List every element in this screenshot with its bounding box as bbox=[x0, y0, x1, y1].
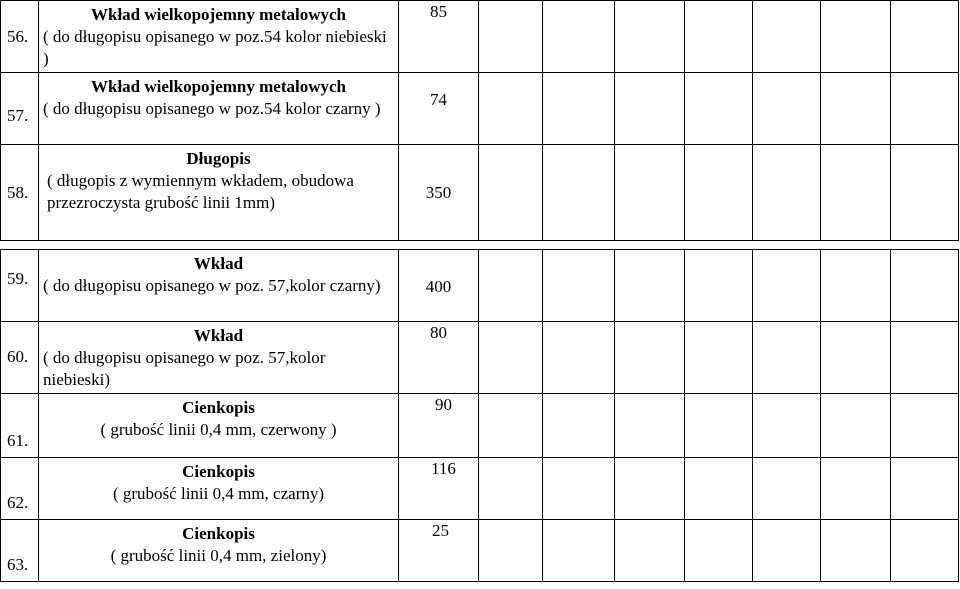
table-row bbox=[1, 145, 959, 241]
table-row bbox=[1, 394, 959, 458]
blank-cell bbox=[821, 394, 891, 458]
blank-cell bbox=[543, 73, 615, 145]
item-details: ( do długopisu opisanego w poz. 57,kolor czarny) bbox=[43, 276, 381, 295]
row-number: 62. bbox=[1, 458, 39, 520]
item-quantity: 350 bbox=[399, 145, 479, 241]
blank-cell bbox=[685, 394, 753, 458]
blank-cell bbox=[685, 520, 753, 582]
blank-cell bbox=[753, 520, 821, 582]
blank-cell bbox=[753, 394, 821, 458]
item-details: ( długopis z wymiennym wkładem, obudowa przezroczysta grubość linii 1mm) bbox=[47, 171, 354, 212]
table-row bbox=[1, 1, 959, 73]
blank-cell bbox=[891, 520, 959, 582]
item-quantity: 85 bbox=[399, 1, 479, 73]
blank-cell bbox=[891, 145, 959, 241]
blank-cell bbox=[615, 1, 685, 73]
blank-cell bbox=[543, 1, 615, 73]
blank-cell bbox=[685, 73, 753, 145]
blank-cell bbox=[821, 73, 891, 145]
blank-cell bbox=[753, 250, 821, 322]
blank-cell bbox=[821, 520, 891, 582]
blank-cell bbox=[821, 250, 891, 322]
item-details: ( grubość linii 0,4 mm, czarny) bbox=[112, 484, 325, 503]
item-description-cell bbox=[39, 458, 399, 520]
item-description-cell bbox=[39, 1, 399, 73]
blank-cell bbox=[615, 322, 685, 394]
blank-cell bbox=[543, 250, 615, 322]
blank-cell bbox=[543, 322, 615, 394]
blank-cell bbox=[891, 73, 959, 145]
item-title: Wkład bbox=[193, 254, 244, 273]
row-number: 56. bbox=[1, 1, 39, 73]
blank-cell bbox=[479, 520, 543, 582]
blank-cell bbox=[753, 73, 821, 145]
blank-cell bbox=[821, 1, 891, 73]
item-details: ( do długopisu opisanego w poz.54 kolor czarny ) bbox=[43, 99, 381, 118]
blank-cell bbox=[685, 322, 753, 394]
item-description-cell bbox=[39, 145, 399, 241]
table-row bbox=[1, 250, 959, 322]
blank-cell bbox=[615, 458, 685, 520]
blank-cell bbox=[615, 73, 685, 145]
blank-cell bbox=[615, 394, 685, 458]
blank-cell bbox=[479, 458, 543, 520]
blank-cell bbox=[891, 394, 959, 458]
blank-cell bbox=[685, 250, 753, 322]
row-number: 63. bbox=[1, 520, 39, 582]
blank-cell bbox=[685, 458, 753, 520]
item-title: Wkład bbox=[193, 326, 244, 345]
blank-cell bbox=[821, 322, 891, 394]
blank-cell bbox=[479, 73, 543, 145]
blank-cell bbox=[753, 145, 821, 241]
item-quantity: 74 bbox=[399, 73, 479, 145]
blank-cell bbox=[479, 394, 543, 458]
item-description-cell bbox=[39, 322, 399, 394]
blank-cell bbox=[753, 322, 821, 394]
blank-cell bbox=[479, 250, 543, 322]
blank-cell bbox=[615, 250, 685, 322]
blank-cell bbox=[821, 145, 891, 241]
blank-cell bbox=[615, 145, 685, 241]
item-title: Cienkopis bbox=[182, 462, 255, 481]
blank-cell bbox=[753, 1, 821, 73]
item-title: Wkład wielkopojemny metalowych bbox=[91, 5, 346, 24]
blank-cell bbox=[543, 520, 615, 582]
blank-cell bbox=[479, 145, 543, 241]
row-number: 59. bbox=[1, 250, 39, 322]
item-quantity: 400 bbox=[399, 250, 479, 322]
table-row bbox=[1, 73, 959, 145]
item-description-cell bbox=[39, 73, 399, 145]
item-quantity: 80 bbox=[399, 322, 479, 394]
blank-cell bbox=[543, 145, 615, 241]
blank-cell bbox=[891, 1, 959, 73]
blank-cell bbox=[543, 458, 615, 520]
table-row bbox=[1, 520, 959, 582]
item-description-cell bbox=[39, 520, 399, 582]
blank-cell bbox=[891, 458, 959, 520]
blank-cell bbox=[479, 322, 543, 394]
blank-cell bbox=[753, 458, 821, 520]
item-title: Długopis bbox=[186, 149, 251, 168]
item-details: ( grubość linii 0,4 mm, czerwony ) bbox=[100, 420, 337, 439]
item-quantity: 116 bbox=[399, 458, 479, 520]
item-description-cell bbox=[39, 250, 399, 322]
blank-cell bbox=[685, 1, 753, 73]
blank-cell bbox=[479, 1, 543, 73]
item-title: Cienkopis bbox=[182, 398, 255, 417]
item-quantity: 90 bbox=[399, 394, 479, 458]
blank-cell bbox=[891, 322, 959, 394]
row-number: 60. bbox=[1, 322, 39, 394]
item-details: ( grubość linii 0,4 mm, zielony) bbox=[110, 546, 327, 565]
blank-cell bbox=[685, 145, 753, 241]
item-description-cell bbox=[39, 394, 399, 458]
row-number: 61. bbox=[1, 394, 39, 458]
item-details: ( do długopisu opisanego w poz. 57,kolor niebieski) bbox=[43, 348, 326, 389]
item-details: ( do długopisu opisanego w poz.54 kolor niebieski ) bbox=[43, 27, 387, 68]
table-row bbox=[1, 458, 959, 520]
table-row bbox=[1, 322, 959, 394]
item-title: Wkład wielkopojemny metalowych bbox=[91, 77, 346, 96]
table-gap bbox=[1, 241, 959, 250]
item-title: Cienkopis bbox=[182, 524, 255, 543]
blank-cell bbox=[543, 394, 615, 458]
row-number: 57. bbox=[1, 73, 39, 145]
row-number: 58. bbox=[1, 145, 39, 241]
blank-cell bbox=[891, 250, 959, 322]
blank-cell bbox=[821, 458, 891, 520]
blank-cell bbox=[615, 520, 685, 582]
item-quantity: 25 bbox=[399, 520, 479, 582]
